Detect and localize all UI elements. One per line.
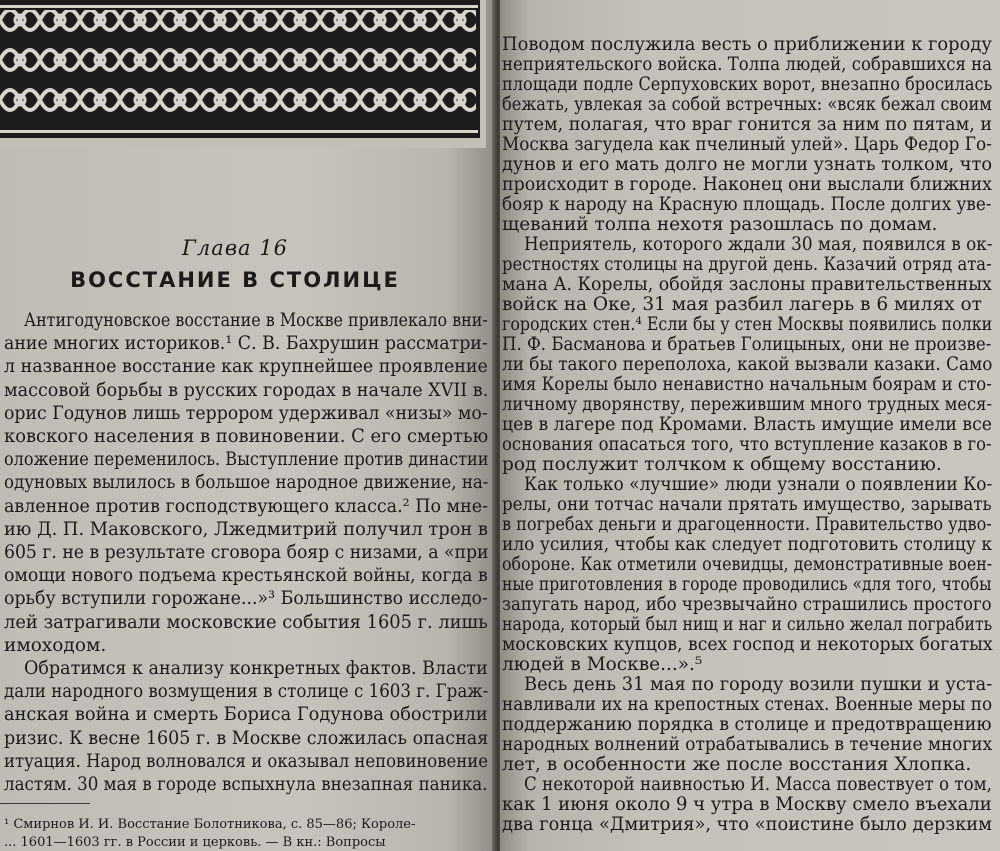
- text-line: в погребах деньги и драгоценности. Правительство удво-: [502, 514, 992, 535]
- text-line: Весь день 31 мая по городу возили пушки и уста-: [524, 674, 993, 695]
- text-line: рестностях столицы на другой день. Казачий отряд ата-: [502, 254, 992, 275]
- text-line: л названное восстание как крупнейшее проявление: [4, 356, 488, 378]
- text-line: мана А. Корелы, обойдя заслоны правительственных: [502, 274, 992, 295]
- text-line: массовой борьбы в русских городах в начале XVII в.: [4, 379, 489, 401]
- text-line: личному дворянству, пережившим много трудных меся-: [502, 394, 993, 415]
- text-line: московских купцов, всех господ и некоторых богатых: [502, 634, 993, 655]
- text-line: путем, полагая, что враг гонится за ним по пятам, и: [502, 114, 992, 135]
- text-line: ание многих историков.¹ С. В. Бахрушин рассматри-: [4, 333, 488, 355]
- text-line: Обратимся к анализу конкретных фактов. Власти: [24, 658, 488, 679]
- footnote-line: ... 1601—1603 гг. в России и церковь. — В кн.: Вопросы: [4, 835, 386, 850]
- text-line: цев в лагере под Кромами. Власть имущие имели все: [502, 414, 992, 435]
- text-line: Как только «лучшие» люди узнали о появлении Ко-: [524, 474, 993, 495]
- chapter-number: Глава 16: [182, 236, 288, 260]
- text-line: итуация. Народ волновался и оказывал неповиновение: [4, 750, 488, 772]
- decorative-ornament-band: [0, 0, 486, 148]
- text-line: оложение переменилось. Выступление против династии: [4, 449, 489, 471]
- text-line: происходит в городе. Наконец они выслали ближних: [502, 174, 992, 195]
- text-line: как 1 июня около 9 ч утра в Москву смело въехали: [502, 794, 992, 815]
- text-line: навливали их на крепостных стенах. Военные меры по: [502, 694, 993, 715]
- text-line: Москва загудела как пчелиный улей». Царь Федор Го-: [502, 134, 992, 155]
- text-line: лет, в особенности же после восстания Хлопка.: [502, 754, 972, 775]
- text-line: орьбу вступили горожане...»³ Большинство исследо-: [4, 588, 488, 610]
- text-line: Поводом послужила весть о приближении к городу: [502, 34, 992, 55]
- text-line: ило усилия, чтобы как следует подготовить столицу к: [502, 534, 992, 555]
- left-page: [0, 0, 496, 851]
- text-line: П. Ф. Басманова и братьев Голицыных, они не произве-: [502, 334, 992, 355]
- chapter-title: ВОССТАНИЕ В СТОЛИЦЕ: [70, 268, 400, 292]
- text-line: 605 г. не в результате сговора бояр с низами, а «при: [4, 542, 489, 563]
- text-line: одуновых вылилось в большое народное движение, на-: [4, 472, 489, 494]
- text-line: С некоторой наивностью И. Масса повествует о том,: [524, 774, 992, 795]
- text-line: людей в Москве...».⁵: [502, 654, 703, 675]
- text-line: основания опасаться того, что вступление казаков в го-: [502, 434, 992, 455]
- text-line: два гонца «Дмитрия», что «поистине было дерзким: [502, 814, 992, 835]
- text-line: городских стен.⁴ Если бы у стен Москвы появились полки: [502, 314, 993, 335]
- text-line: ковского населения в повиновении. С его смертью: [4, 426, 489, 447]
- text-line: ли бы такого переполоха, какой вызвали казаки. Само: [502, 354, 993, 375]
- text-line: ластям. 30 мая в городе вспыхнула внезапная паника.: [4, 774, 488, 795]
- text-line: род послужит толчком к общему восстанию.: [502, 454, 942, 475]
- footnote-divider: [0, 803, 90, 804]
- text-line: ризис. К весне 1605 г. в Москве сложилась опасная: [4, 727, 489, 749]
- text-line: Антигодуновское восстание в Москве привлекало вни-: [24, 310, 488, 331]
- text-line: войск на Оке, 31 мая разбил лагерь в 6 милях от: [502, 294, 982, 315]
- text-line: ные приготовления в городе проводились «для того, чтобы: [502, 574, 992, 595]
- text-line: бежать, увлекая за собой встречных: «всяк бежал своим: [502, 94, 992, 115]
- text-line: омощи нового подъема крестьянской войны, когда в: [4, 565, 488, 587]
- text-line: имоходом.: [4, 634, 107, 656]
- text-line: авленное против господствующего класса.² По мне-: [4, 495, 489, 517]
- text-line: ию Д. П. Маковского, Лжедмитрий получил трон в: [4, 518, 488, 540]
- text-line: народных волнений отрабатывались в течение многих: [502, 734, 993, 755]
- text-line: запугать народ, ибо чрезвычайно страшились простого: [502, 594, 992, 615]
- text-line: неприятельского войска. Толпа людей, собравшихся на: [502, 54, 993, 75]
- text-line: лей затрагивали московские события 1605 г. лишь: [4, 611, 488, 633]
- text-line: дали народного возмущения в столице с 1603 г. Граж-: [4, 681, 489, 703]
- text-line: бояр к народу на Красную площадь. После долгих уве-: [502, 194, 992, 215]
- text-line: площади подле Серпуховских ворот, внезапно бросилась: [502, 74, 993, 95]
- text-line: щеваний толпа нехотя разошлась по домам.: [502, 214, 938, 235]
- text-line: анская война и смерть Бориса Годунова обострили: [4, 704, 488, 726]
- text-line: поддержанию порядка в столице и предотвращению: [502, 714, 992, 735]
- footnote-line: ¹ Смирнов И. И. Восстание Болотникова, с. 85—86; Короле-: [4, 817, 416, 832]
- text-line: Неприятель, которого ждали 30 мая, появился в ок-: [524, 234, 993, 255]
- text-line: дунов и его мать долго не могли узнать толком, что: [502, 154, 993, 175]
- text-line: народа, который был нищ и наг и сильно желал пограбить: [502, 614, 993, 635]
- text-line: имя Корелы было ненавистно начальным боярам и сто-: [502, 374, 992, 395]
- right-page: [500, 0, 1000, 851]
- text-line: релы, они тотчас начали прятать имущество, зарывать: [502, 494, 992, 515]
- text-line: обороне. Как отметили очевидцы, демонстративные воен-: [502, 554, 993, 575]
- text-line: орис Годунов лишь террором удерживал «низы» мо-: [4, 402, 488, 424]
